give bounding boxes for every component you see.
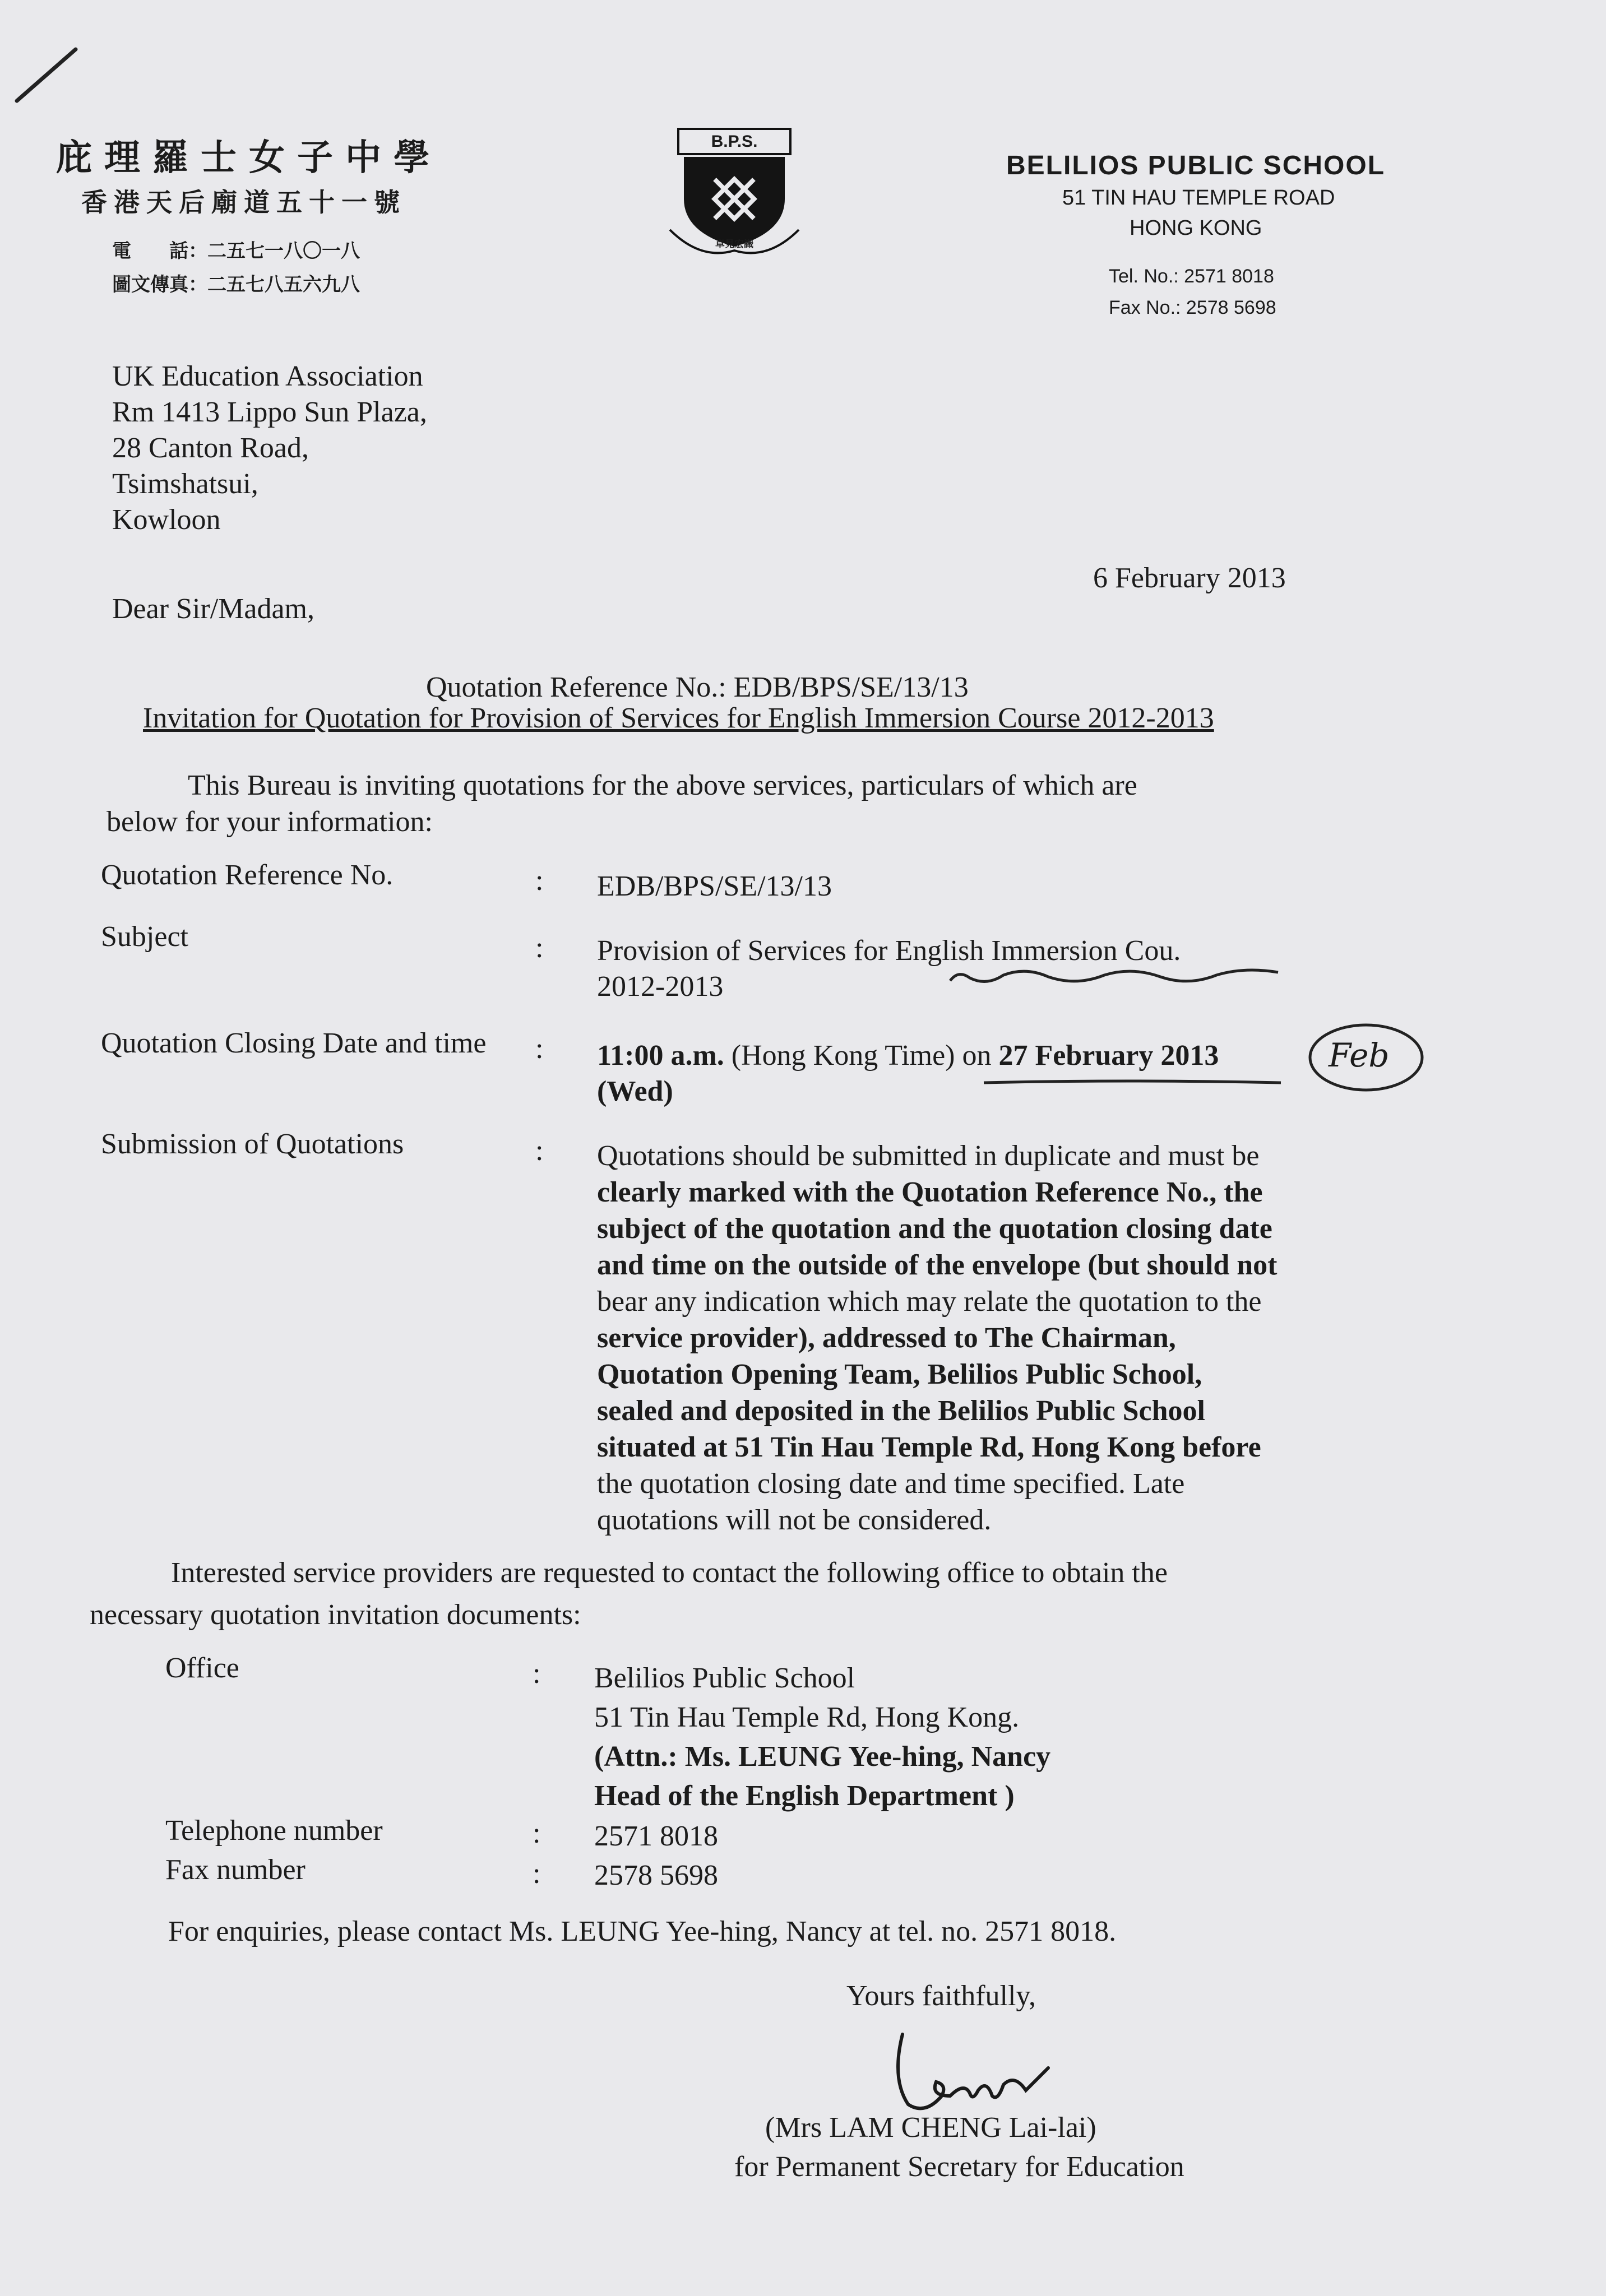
signature — [880, 2023, 1059, 2118]
submission-line-7: Quotation Opening Team, Belilios Public School, — [597, 1358, 1202, 1390]
school-chinese-name: 庇理羅士女子中學 — [56, 137, 442, 179]
title-reference: Quotation Reference No.: EDB/BPS/SE/13/13 — [426, 671, 969, 703]
submission-line-4: and time on the outside of the envelope (but should not — [597, 1249, 1278, 1281]
closing-timezone: (Hong Kong Time) on — [731, 1040, 992, 1072]
fax-label: Fax number — [165, 1854, 306, 1886]
closing-day: (Wed) — [597, 1075, 673, 1107]
telephone-label: Telephone number — [165, 1815, 383, 1847]
signatory-on-behalf: for Permanent Secretary for Education — [734, 2151, 1184, 2183]
submission-line-1: Quotations should be submitted in duplicate and must be — [597, 1140, 1260, 1172]
recipient-address — [112, 359, 427, 538]
handwritten-underline — [981, 1076, 1284, 1087]
recipient-line-4: Tsimshatsui, — [112, 468, 258, 500]
school-address-line-1: 51 TIN HAU TEMPLE ROAD — [1062, 186, 1335, 210]
subject-label: Subject — [101, 921, 188, 953]
school-address-line-2: HONG KONG — [1130, 216, 1262, 240]
closing-date: 27 February 2013 — [998, 1040, 1219, 1072]
chinese-fax-label: 圖文傳真： — [112, 273, 207, 296]
enquiries-text: For enquiries, please contact Ms. LEUNG Yee-hing, Nancy at tel. no. 2571 8018. — [168, 1915, 1117, 1947]
recipient-line-2: Rm 1413 Lippo Sun Plaza, — [112, 396, 427, 428]
chinese-tel-value: 二五七一八〇一八 — [207, 240, 360, 262]
crest-letters: B.P.S. — [711, 132, 758, 151]
closing-value — [597, 1038, 1331, 1110]
office-colon: : — [533, 1658, 541, 1690]
title-invitation: Invitation for Quotation for Provision of Services for English Immersion Course 2012-2013 — [143, 702, 1214, 734]
handwritten-wavy-underline — [947, 955, 1284, 989]
intro-line-2: below for your information: — [107, 806, 433, 838]
ref-colon: : — [535, 865, 544, 897]
submission-line-9: situated at 51 Tin Hau Temple Rd, Hong Kong before — [597, 1431, 1261, 1463]
recipient-line-3: 28 Canton Road, — [112, 432, 309, 464]
closing-colon: : — [535, 1033, 544, 1065]
telephone-value: 2571 8018 — [594, 1820, 718, 1852]
office-line-1: Belilios Public School — [594, 1662, 855, 1694]
school-fax: Fax No.: 2578 5698 — [1109, 297, 1276, 318]
recipient-line-1: UK Education Association — [112, 360, 423, 392]
ref-label: Quotation Reference No. — [101, 859, 394, 891]
ref-value: EDB/BPS/SE/13/13 — [597, 870, 832, 902]
closing-label: Quotation Closing Date and time — [101, 1027, 487, 1059]
submission-colon: : — [535, 1135, 544, 1167]
salutation: Dear Sir/Madam, — [112, 593, 315, 625]
telephone-colon: : — [533, 1817, 541, 1849]
office-label: Office — [165, 1652, 239, 1684]
school-chinese-address: 香港天后廟道五十一號 — [81, 187, 406, 217]
handwritten-feb: Feb — [1329, 1036, 1390, 1074]
school-crest — [667, 126, 802, 255]
interested-line-1: Interested service providers are requested to contact the following office to obtain the — [171, 1557, 1168, 1589]
pen-mark — [11, 45, 90, 112]
fax-value: 2578 5698 — [594, 1859, 718, 1891]
subject-value-line-1: Provision of Services for English Immersion Cou. — [597, 935, 1181, 967]
crest-motto: 卓見宏識 — [715, 239, 753, 250]
school-tel: Tel. No.: 2571 8018 — [1109, 266, 1274, 287]
signatory-name: (Mrs LAM CHENG Lai-lai) — [765, 2112, 1096, 2144]
submission-text — [597, 1138, 1331, 1538]
closing-time: 11:00 a.m. — [597, 1040, 724, 1072]
subject-colon: : — [535, 932, 544, 964]
interested-line-2: necessary quotation invitation documents: — [90, 1599, 581, 1631]
chinese-tel-label: 電 話： — [112, 240, 207, 262]
office-line-3: (Attn.: Ms. LEUNG Yee-hing, Nancy — [594, 1741, 1051, 1773]
submission-line-5: bear any indication which may relate the quotation to the — [597, 1286, 1262, 1318]
handwritten-circle-note — [1306, 1020, 1427, 1096]
submission-line-6: service provider), addressed to The Chairman, — [597, 1322, 1176, 1354]
submission-line-10: the quotation closing date and time specified. Late — [597, 1468, 1185, 1500]
school-english-name: BELILIOS PUBLIC SCHOOL — [1006, 151, 1386, 180]
office-line-2: 51 Tin Hau Temple Rd, Hong Kong. — [594, 1701, 1020, 1733]
subject-value-line-2: 2012-2013 — [597, 971, 724, 1003]
fax-colon: : — [533, 1858, 541, 1890]
chinese-fax — [112, 269, 360, 296]
intro-line-1: This Bureau is inviting quotations for the above services, particulars of which are — [188, 769, 1137, 801]
chinese-tel — [112, 235, 360, 263]
submission-line-3: subject of the quotation and the quotation closing date — [597, 1213, 1272, 1245]
recipient-line-5: Kowloon — [112, 504, 221, 536]
chinese-fax-value: 二五七八五六九八 — [207, 273, 360, 296]
submission-label: Submission of Quotations — [101, 1128, 404, 1160]
complimentary-close: Yours faithfully, — [846, 1980, 1036, 2012]
submission-line-8: sealed and deposited in the Belilios Public School — [597, 1395, 1205, 1427]
submission-line-2: clearly marked with the Quotation Reference No., the — [597, 1176, 1263, 1208]
office-line-4: Head of the English Department ) — [594, 1780, 1015, 1812]
letter-date: 6 February 2013 — [1093, 562, 1286, 594]
submission-line-11: quotations will not be considered. — [597, 1504, 992, 1536]
office-address — [594, 1659, 1050, 1816]
